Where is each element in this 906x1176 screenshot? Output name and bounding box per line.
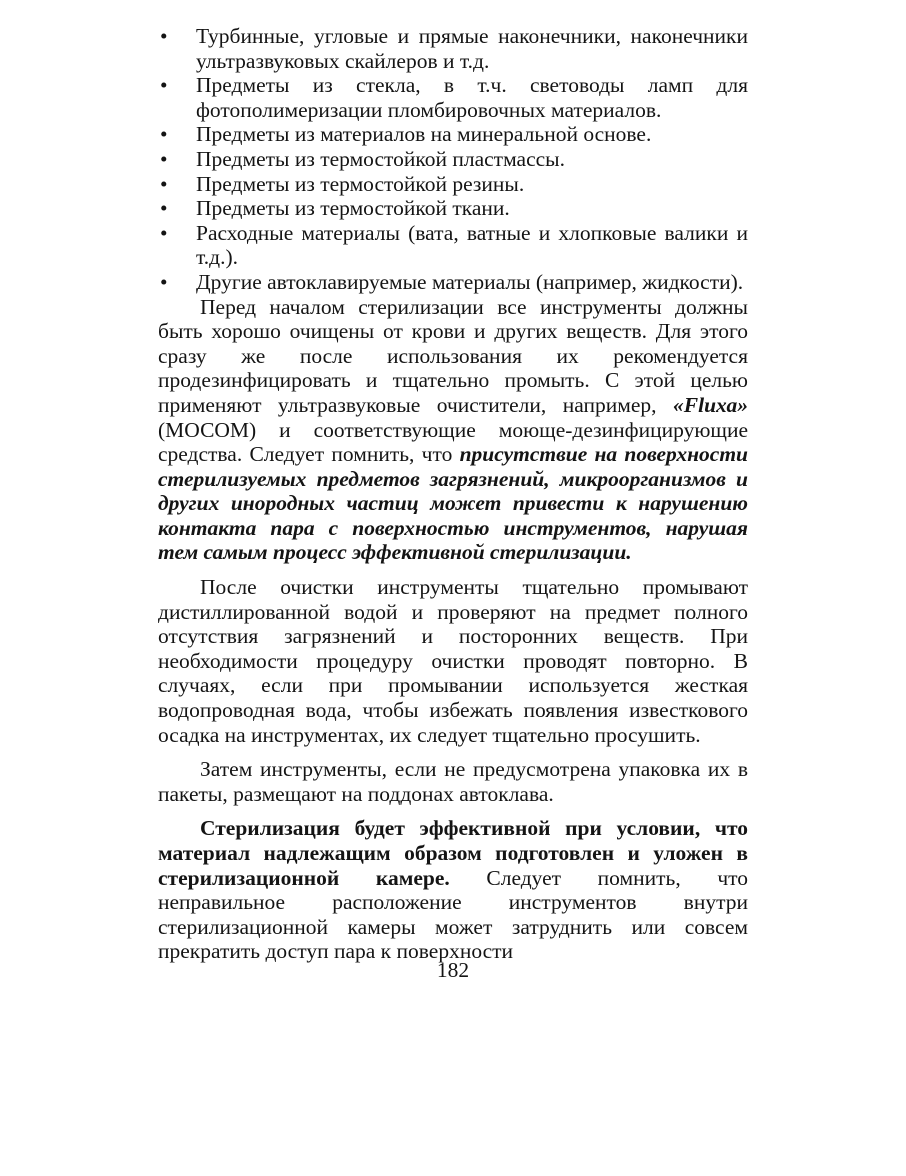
list-item (158, 196, 748, 221)
list-item (158, 122, 748, 147)
bold-statement: Стерилизация будет эффективной при условии, что материал надлежащим образом подготовлен и уложен в стерилизационной камере. (158, 816, 748, 890)
list-item (158, 221, 748, 270)
list-item-text: Предметы из термостойкой пластмассы. (196, 146, 565, 171)
bullet-marker: • (160, 220, 168, 245)
paragraph-text: (МОСОМ) и соответствующие моюще-дезинфицирующие средства. Следует помнить, что (158, 417, 748, 467)
paragraph-rinsing: После очистки инструменты тщательно промывают дистиллированной водой и проверяют на предмет полного отсутствия загрязнений и посторонних веществ. При необходимости процедуру очистки проводят повторно. В случаях, если при промывании используется жесткая водопроводная вода, чтобы избежать появления известкового осадка на инструментах, их следует тщательно просушить. (158, 575, 748, 747)
list-item-text: Предметы из материалов на минеральной основе. (196, 122, 652, 147)
list-item-text: Предметы из стекла, в т.ч. световоды ламп для фотополимеризации пломбировочных материалов. (196, 73, 748, 122)
emphasis-text: присутствие на поверхности стерилизуемых предметов загрязнений, микроорганизмов и других инородных частиц может привести к нарушению контакта пара с поверхностью инструментов, нарушая тем самым процесс эффективной стерилизации. (158, 442, 748, 565)
page-number: 182 (436, 958, 470, 982)
page-body (158, 24, 748, 964)
list-item (158, 172, 748, 197)
list-item (158, 24, 748, 73)
list-item-text: Другие автоклавируемые материалы (например, жидкости). (196, 269, 744, 294)
list-item (158, 73, 748, 122)
bullet-marker: • (160, 171, 168, 196)
list-item-text: Предметы из термостойкой ткани. (196, 196, 510, 221)
bullet-marker: • (160, 196, 168, 221)
list-item-text: Турбинные, угловые и прямые наконечники, наконечники ультразвуковых скайлеров и т.д. (196, 24, 748, 73)
bullet-marker: • (160, 269, 168, 294)
paragraph-cleaning (158, 295, 748, 566)
paragraph-placement: Затем инструменты, если не предусмотрена упаковка их в пакеты, размещают на поддонах автоклава. (158, 757, 748, 806)
bullet-marker: • (160, 122, 168, 147)
list-item-text: Расходные материалы (вата, ватные и хлопковые валики и т.д.). (196, 220, 748, 270)
bullet-marker: • (160, 73, 168, 98)
list-item (158, 270, 748, 295)
paragraph-sterilization (158, 816, 748, 964)
list-item-text: Предметы из термостойкой резины. (196, 171, 525, 196)
product-name: «Flиха» (673, 392, 748, 417)
paragraph-text: Следует помнить, что неправильное расположение инструментов внутри стерилизационной камеры может затруднить или совсем прекратить доступ пара к поверхности (158, 865, 748, 964)
bullet-marker: • (160, 24, 168, 48)
list-item (158, 147, 748, 172)
bullet-list (158, 24, 748, 295)
paragraph-text: Перед началом стерилизации все инструменты должны быть хорошо очищены от крови и других веществ. Для этого сразу же после использования их рекомендуется продезинфицировать и тщательно промыть. С этой целью применяют ультразвуковые очистители, например, (158, 294, 748, 417)
bullet-marker: • (160, 146, 168, 171)
